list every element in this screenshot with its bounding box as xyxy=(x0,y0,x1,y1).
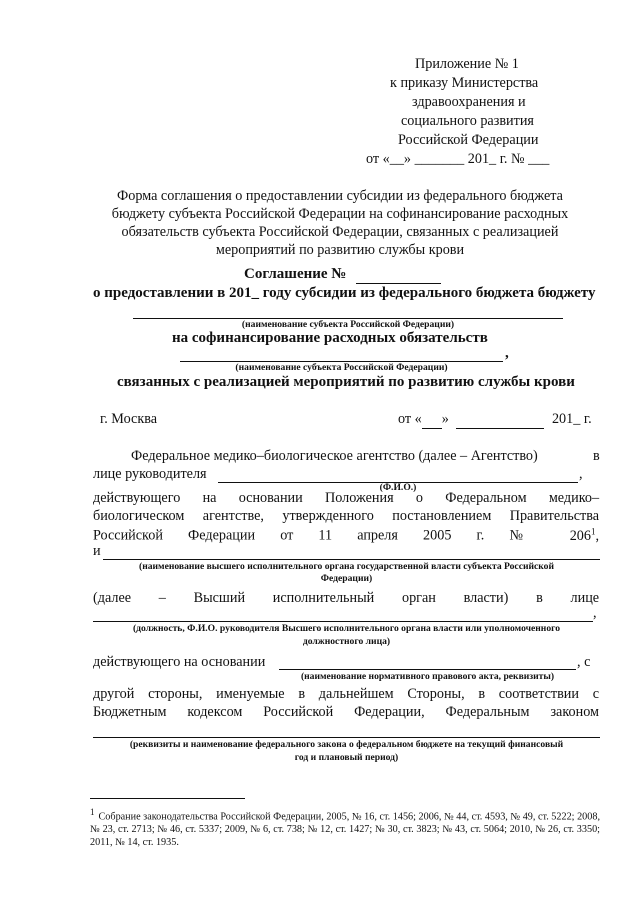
word: в xyxy=(298,686,306,702)
word: Правительства xyxy=(509,508,600,524)
date-suffix: 201_ г. xyxy=(551,411,592,427)
caption-position-line: (должность, Ф.И.О. руководителя Высшего исполнительного органа власти или уполномоченного xyxy=(132,623,561,634)
position-name-line[interactable] xyxy=(93,621,593,622)
word: (далее xyxy=(93,590,132,606)
word: кодексом xyxy=(187,704,243,720)
footnote-text: Собрание законодательства Российской Федерации, 2005, № 16, ст. 1456; 2006, № 44, ст. 4593, № 49, ст. 5222; 2008, № 23, ст. 2713; № 46, ст. 5337; 2009, № 6, ст. 738; № 12, ст. 1427; № 30, ст. 3823; № 43, ст. 5064; 2010, № 26, ст. 3350; 2011, № 14, ст. 1935. xyxy=(90,811,600,849)
footnote xyxy=(90,806,600,849)
date-day-field[interactable] xyxy=(422,411,442,429)
basis-label: действующего на основании xyxy=(93,654,266,670)
law-name-line[interactable] xyxy=(93,737,600,738)
word: дальнейшем xyxy=(318,686,394,702)
agreement-title xyxy=(244,266,441,284)
word: от xyxy=(280,527,294,544)
appendix-line: социального развития xyxy=(401,113,534,129)
comma: , xyxy=(595,527,600,544)
form-title-line: мероприятий по развитию службы крови xyxy=(215,242,465,258)
caption-act: (наименование нормативного правового акта, реквизиты) xyxy=(300,671,555,682)
number-206: 206 xyxy=(569,527,591,544)
word: Федерации xyxy=(188,527,256,544)
appendix-line: здравоохранения и xyxy=(412,94,526,110)
word: – xyxy=(158,590,166,606)
city: г. Москва xyxy=(100,411,158,427)
date-month-field[interactable] xyxy=(456,411,544,429)
word: власти) xyxy=(463,590,509,606)
agreement-number-field[interactable] xyxy=(356,266,441,284)
word: действующего xyxy=(93,490,181,506)
comma: , xyxy=(579,466,583,482)
form-title-line: Форма соглашения о предоставлении субсидии из федерального бюджета xyxy=(117,188,563,204)
word: № xyxy=(509,527,545,544)
body-line-5 xyxy=(93,526,599,545)
caption-position-line: должностного лица) xyxy=(302,636,391,647)
caption-authority-line: Федерации) xyxy=(320,573,373,584)
agreement-title-text: Соглашение № xyxy=(244,266,347,282)
word: агентстве, xyxy=(202,508,264,524)
word: законом xyxy=(550,704,599,720)
authority-name-line[interactable] xyxy=(103,559,600,560)
appendix-line: Приложение № 1 xyxy=(415,56,519,72)
word: постановлением xyxy=(392,508,492,524)
word: именуемые xyxy=(216,686,285,702)
word: медико– xyxy=(548,490,600,506)
comma: , xyxy=(505,345,509,361)
word: соответствии xyxy=(498,686,579,702)
basis-end: , с xyxy=(577,654,591,670)
agency-text: Федеральное медико–биологическое агентство (далее – Агентство) xyxy=(131,448,538,464)
footnote-ref[interactable]: 1 xyxy=(590,526,596,536)
agreement-date xyxy=(398,411,592,429)
appendix-line: Российской Федерации xyxy=(398,132,539,148)
word: Положения xyxy=(325,490,394,506)
caption-law-line: год и плановый период) xyxy=(294,752,399,763)
agreement-subtitle: о предоставлении в 201_ году субсидии из федерального бюджета бюджету xyxy=(93,285,596,301)
word: Федерации, xyxy=(354,704,425,720)
footnote-separator xyxy=(90,798,245,799)
body-line-11 xyxy=(93,704,599,721)
caption-law-line: (реквизиты и наименование федерального закона о федеральном бюджете на текущий финансовый xyxy=(129,739,564,750)
word: 11 xyxy=(318,527,333,544)
date-prefix: от « xyxy=(398,411,422,427)
word: Стороны, xyxy=(407,686,465,702)
word: о xyxy=(415,490,423,506)
form-title-line: бюджету субъекта Российской Федерации на софинансирование расходных xyxy=(111,206,569,222)
word: основании xyxy=(238,490,303,506)
body-line-7 xyxy=(93,590,599,607)
word: Российской xyxy=(263,704,334,720)
cofinancing-heading: на софинансирование расходных обязательств xyxy=(172,330,488,346)
word: исполнительный xyxy=(272,590,375,606)
word: в xyxy=(478,686,486,702)
body-line-10 xyxy=(93,686,599,703)
comma: , xyxy=(593,605,597,621)
word: Российской xyxy=(93,527,163,544)
word: орган xyxy=(401,590,436,606)
appendix-line: к приказу Министерства xyxy=(390,75,539,91)
word: с xyxy=(592,686,600,702)
head-label: лице руководителя xyxy=(93,466,207,482)
caption-subject-2: (наименование субъекта Российской Федерации) xyxy=(235,362,448,373)
word: биологическом xyxy=(93,508,185,524)
word: на xyxy=(202,490,217,506)
footnote-mark: 1 xyxy=(90,807,95,817)
word: другой xyxy=(93,686,135,702)
conj-i: и xyxy=(93,543,101,559)
act-name-line[interactable] xyxy=(279,669,576,670)
form-title-line: обязательств субъекта Российской Федерации, связанных с реализацией xyxy=(121,224,559,240)
word: Федеральным xyxy=(445,704,530,720)
word: стороны, xyxy=(148,686,203,702)
body-line-3 xyxy=(93,490,599,507)
agency-v: в xyxy=(593,448,600,464)
word: Высший xyxy=(193,590,246,606)
caption-fio: (Ф.И.О.) xyxy=(379,482,417,493)
word: в xyxy=(536,590,543,606)
body-line-4 xyxy=(93,508,599,525)
word: лице xyxy=(570,590,600,606)
word: утвержденного xyxy=(282,508,374,524)
appendix-date-line: от «__» _______ 201_ г. № ___ xyxy=(366,151,550,167)
word: г. xyxy=(476,527,485,544)
word: апреля xyxy=(357,527,398,544)
word: Бюджетным xyxy=(93,704,167,720)
word: 2005 xyxy=(423,527,452,544)
word-206-footnote xyxy=(570,528,599,544)
date-mid: » xyxy=(441,411,449,427)
related-heading: связанных с реализацией мероприятий по развитию службы крови xyxy=(117,374,575,390)
word: Федеральном xyxy=(445,490,527,506)
caption-authority-line: (наименование высшего исполнительного органа государственной власти субъекта Российской xyxy=(139,561,554,572)
caption-subject: (наименование субъекта Российской Федерации) xyxy=(241,319,455,330)
